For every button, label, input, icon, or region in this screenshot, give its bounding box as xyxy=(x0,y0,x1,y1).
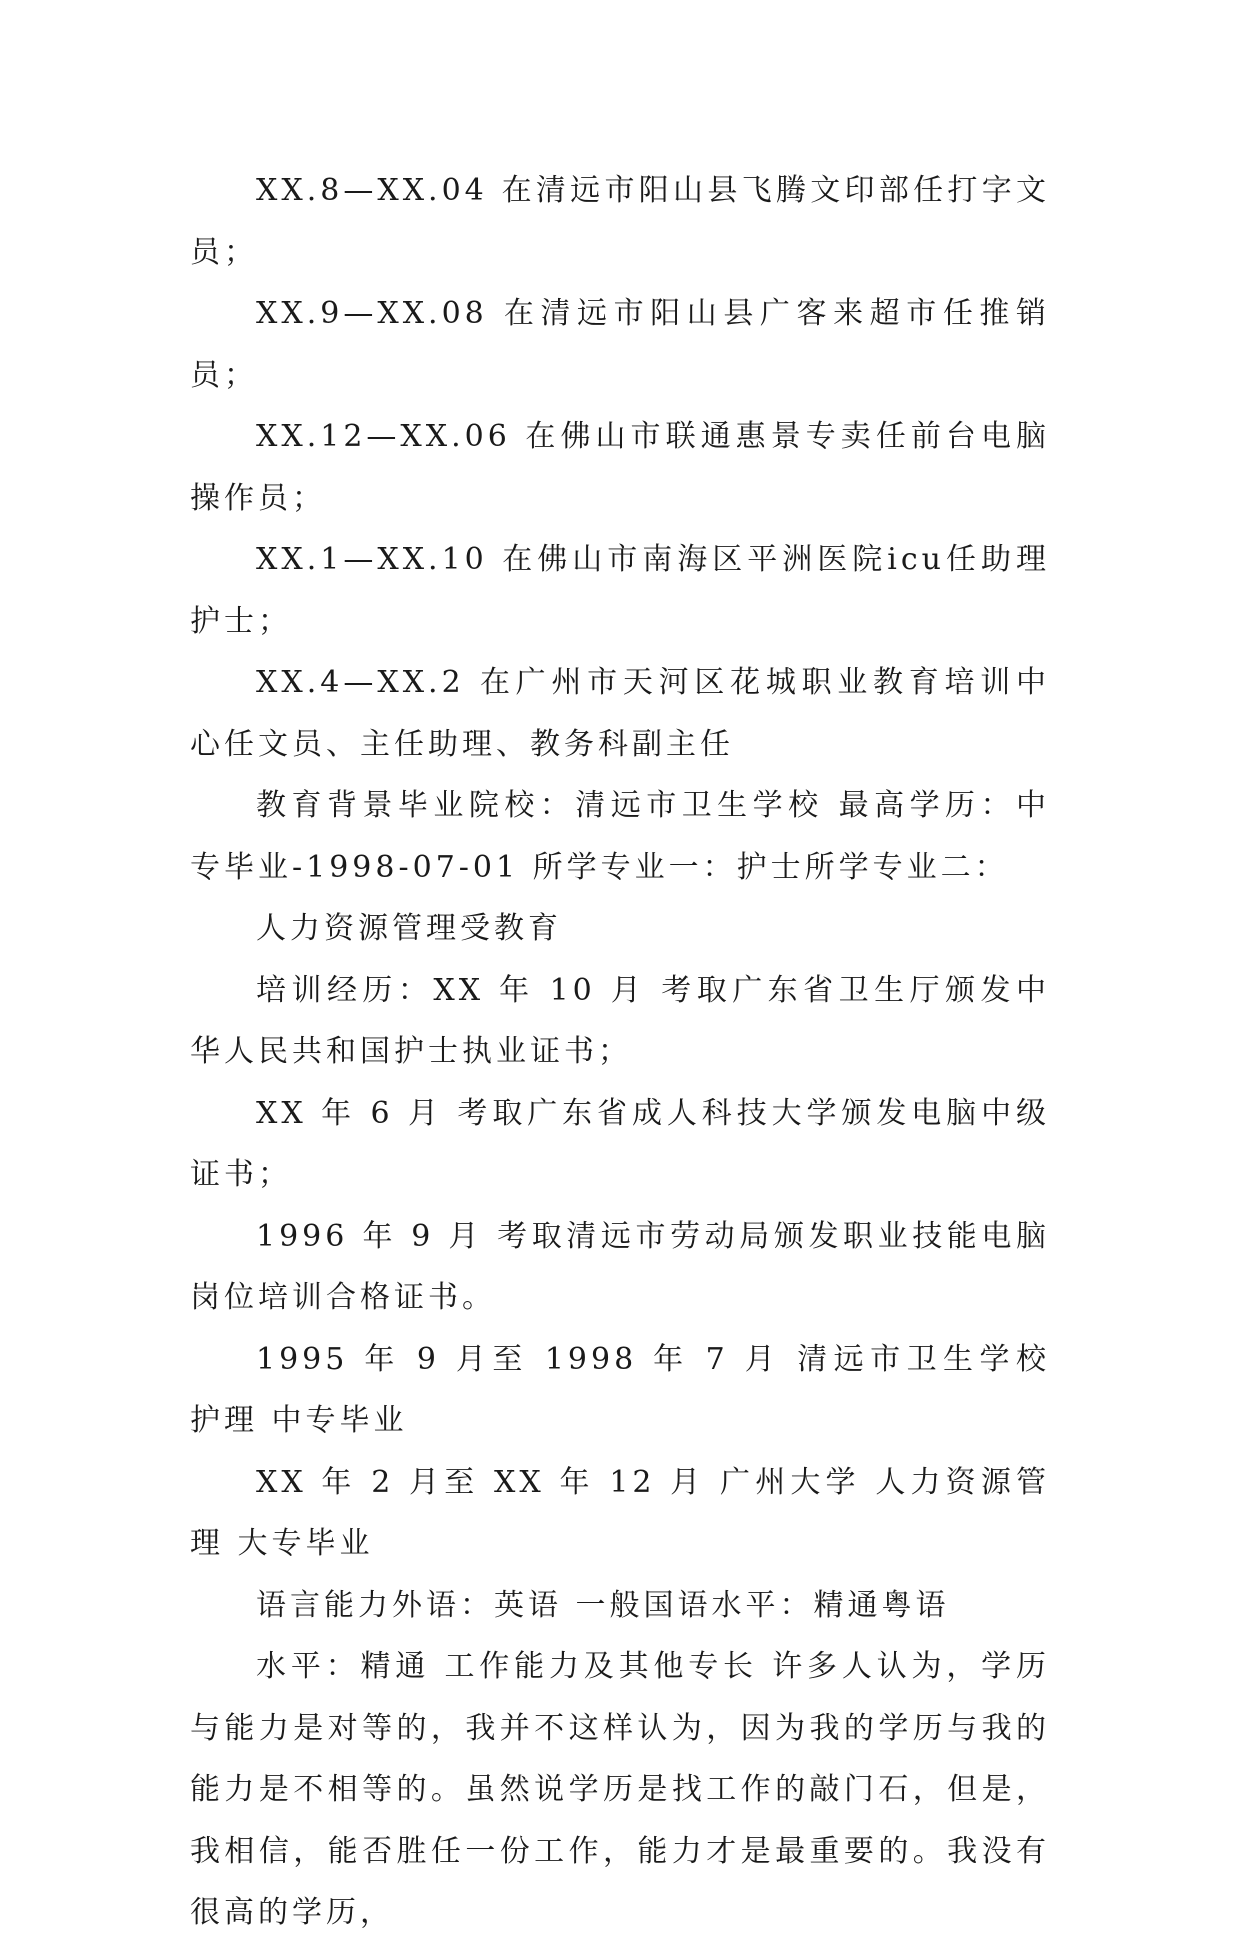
paragraph-school-1: 1995 年 9 月至 1998 年 7 月 清远市卫生学校 护理 中专毕业 xyxy=(190,1341,1050,1438)
paragraph-education: 教育背景毕业院校：清远市卫生学校 最高学历：中专毕业-1998-07-01 所学专业一：护士所学专业二： xyxy=(190,788,1050,885)
paragraph-education-2: 人力资源管理受教育 xyxy=(256,911,562,946)
paragraph-abilities: 水平：精通 工作能力及其他专长 许多人认为，学历与能力是对等的，我并不这样认为，因为我的学历与我的能力是不相等的。虽然说学历是找工作的敲门石，但是，我相信，能否胜任一份工作，能力才是最重要的。我没有很高的学历， xyxy=(190,1649,1050,1930)
paragraph-work-4: XX.1—XX.10 在佛山市南海区平洲医院icu任助理护士； xyxy=(190,542,1050,639)
paragraph-training-1: 培训经历：XX 年 10 月 考取广东省卫生厅颁发中华人民共和国护士执业证书； xyxy=(190,972,1050,1069)
paragraph-training-2: XX 年 6 月 考取广东省成人科技大学颁发电脑中级证书； xyxy=(190,1095,1050,1192)
document-body xyxy=(190,160,1050,1944)
paragraph-work-2: XX.9—XX.08 在清远市阳山县广客来超市任推销员； xyxy=(190,296,1050,393)
paragraph-training-3: 1996 年 9 月 考取清远市劳动局颁发职业技能电脑岗位培训合格证书。 xyxy=(190,1218,1050,1315)
paragraph-work-1: XX.8—XX.04 在清远市阳山县飞腾文印部任打字文员； xyxy=(190,173,1050,270)
paragraph-language: 语言能力外语：英语 一般国语水平：精通粤语 xyxy=(256,1587,950,1623)
paragraph-school-2: XX 年 2 月至 XX 年 12 月 广州大学 人力资源管理 大专毕业 xyxy=(190,1464,1050,1561)
paragraph-work-5: XX.4—XX.2 在广州市天河区花城职业教育培训中心任文员、主任助理、教务科副主任 xyxy=(190,665,1050,762)
paragraph-work-3: XX.12—XX.06 在佛山市联通惠景专卖任前台电脑操作员； xyxy=(190,419,1050,516)
